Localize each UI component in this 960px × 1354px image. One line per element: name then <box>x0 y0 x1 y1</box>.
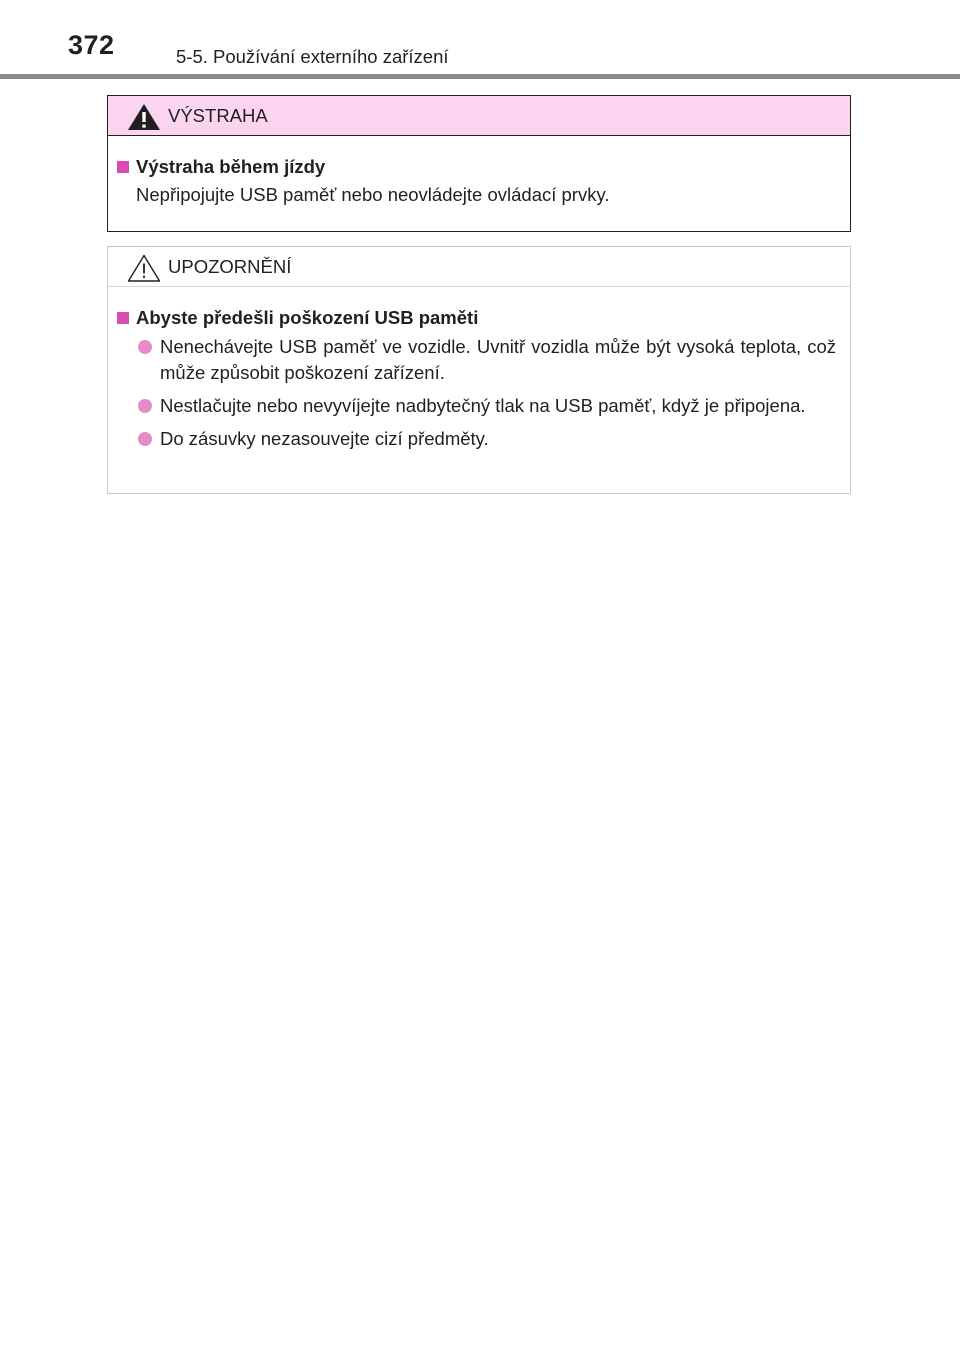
list-item <box>113 393 838 419</box>
list-item-text: Nenechávejte USB paměť ve vozidle. Uvnitř vozidla může být vysoká teplota, což může způsobit poškození zařízení. <box>160 336 836 383</box>
section-title: 5-5. Používání externího zařízení <box>176 46 449 67</box>
list-item-text: Nestlačujte nebo nevyvíjejte nadbytečný tlak na USB paměť, když je připojena. <box>160 395 806 416</box>
warning-box-header <box>108 96 850 136</box>
caution-box-header <box>108 247 850 287</box>
warning-triangle-icon <box>126 102 162 132</box>
list-item-text: Do zásuvky nezasouvejte cizí předměty. <box>160 428 489 449</box>
square-bullet-icon <box>117 312 129 324</box>
warning-item-title-row <box>113 154 838 180</box>
circle-bullet-icon <box>138 432 152 446</box>
circle-bullet-icon <box>138 399 152 413</box>
caution-box-body <box>108 287 850 452</box>
warning-box <box>107 95 851 232</box>
caution-box-label: UPOZORNĚNÍ <box>168 256 292 277</box>
header-rule <box>0 74 960 79</box>
page-number: 372 <box>68 30 115 60</box>
caution-box <box>107 246 851 494</box>
warning-box-body <box>108 136 850 208</box>
list-item <box>113 334 838 386</box>
square-bullet-icon <box>117 161 129 173</box>
caution-triangle-icon <box>126 253 162 283</box>
circle-bullet-icon <box>138 340 152 354</box>
list-item <box>113 426 838 452</box>
warning-item-title: Výstraha během jízdy <box>136 156 326 177</box>
caution-item-title: Abyste předešli poškození USB paměti <box>136 307 479 328</box>
page-header <box>0 0 960 80</box>
caution-bullet-list <box>113 334 838 452</box>
warning-box-label: VÝSTRAHA <box>168 105 268 126</box>
warning-item-text: Nepřipojujte USB paměť nebo neovládejte ovládací prvky. <box>136 184 610 205</box>
caution-item-title-row <box>113 305 838 331</box>
